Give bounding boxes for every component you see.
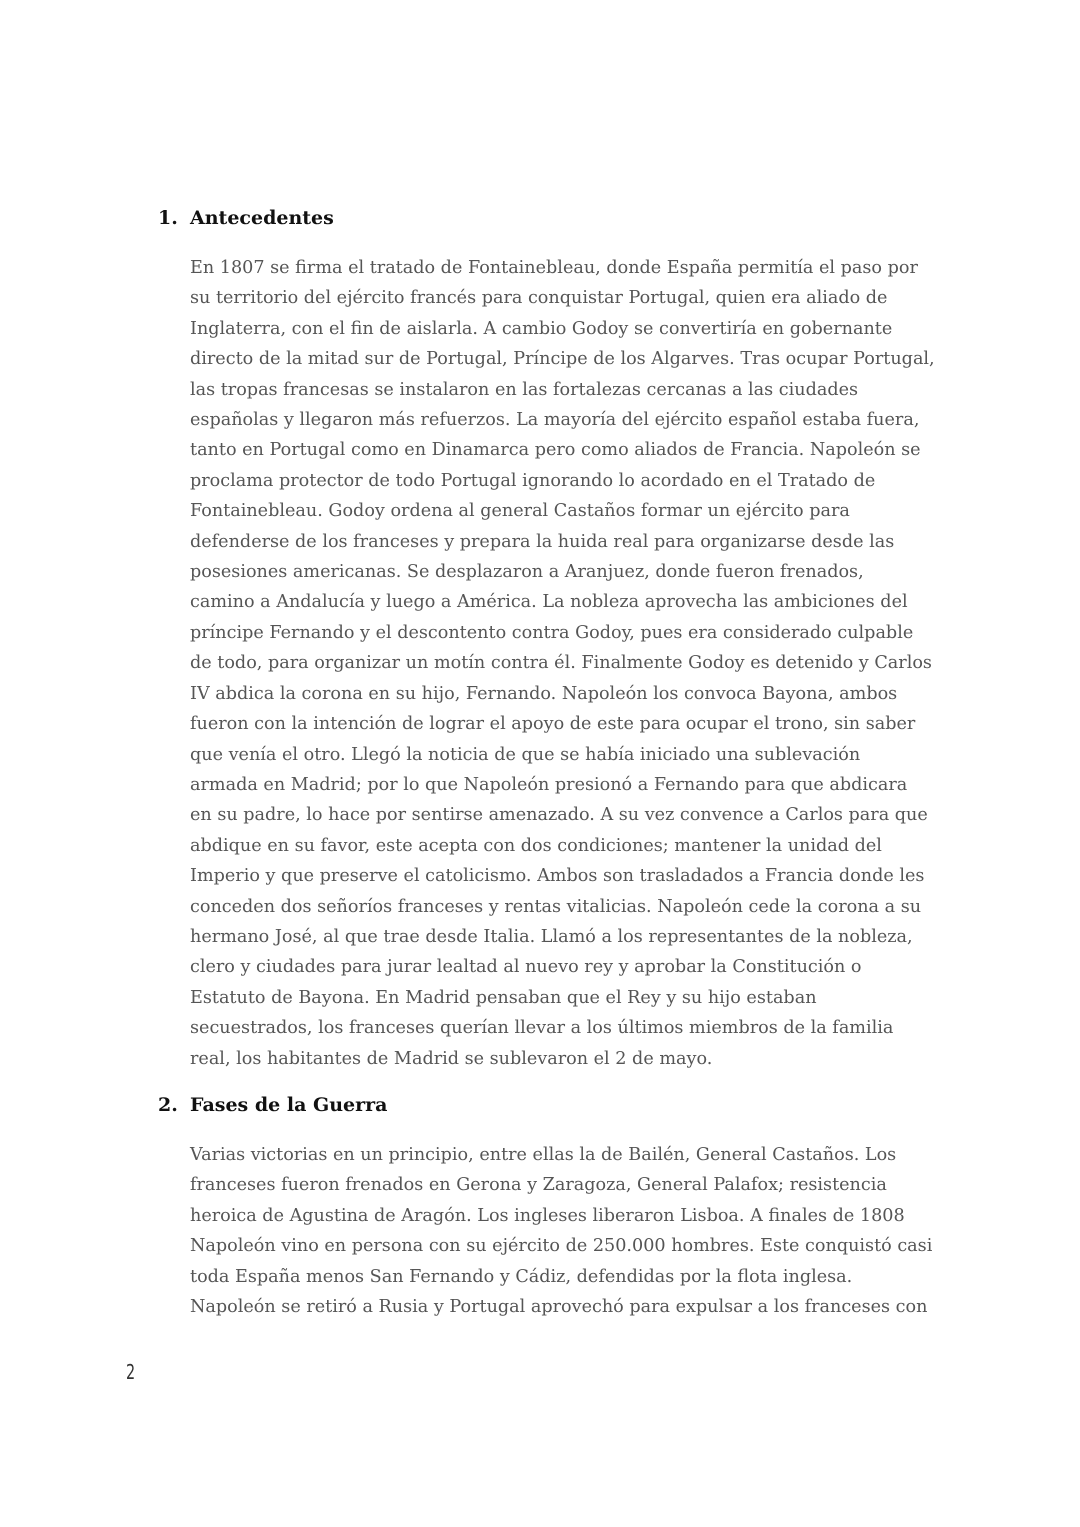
text-line: armada en Madrid; por lo que Napoleón presionó a Fernando para que abdicara <box>190 774 908 795</box>
section-title: Antecedentes <box>190 207 334 229</box>
text-line: españolas y llegaron más refuerzos. La mayoría del ejército español estaba fuera, <box>190 410 920 431</box>
text-line: hermano José, al que trae desde Italia. Llamó a los representantes de la nobleza, <box>190 926 913 947</box>
section-body-fases <box>190 1140 965 1322</box>
text-line: toda España menos San Fernando y Cádiz, defendidas por la flota inglesa. <box>190 1266 853 1287</box>
text-line: defenderse de los franceses y prepara la huida real para organizarse desde las <box>190 531 895 552</box>
text-line: IV abdica la corona en su hijo, Fernando. Napoleón los convoca Bayona, ambos <box>190 683 898 704</box>
section-title: Fases de la Guerra <box>190 1094 388 1116</box>
text-line: secuestrados, los franceses querían llevar a los últimos miembros de la familia <box>190 1018 894 1039</box>
text-line: camino a Andalucía y luego a América. La nobleza aprovecha las ambiciones del <box>190 592 908 613</box>
text-line: las tropas francesas se instalaron en las fortalezas cercanas a las ciudades <box>190 379 859 400</box>
text-line: Napoleón vino en persona con su ejército de 250.000 hombres. Este conquistó casi <box>190 1236 933 1257</box>
section-number: 1. <box>158 207 178 229</box>
text-line: fueron con la intención de lograr el apoyo de este para ocupar el trono, sin saber <box>190 714 916 735</box>
section-number: 2. <box>158 1094 178 1116</box>
text-line: Estatuto de Bayona. En Madrid pensaban que el Rey y su hijo estaban <box>190 987 817 1008</box>
text-line: Napoleón se retiró a Rusia y Portugal aprovechó para expulsar a los franceses con <box>190 1297 928 1318</box>
text-line: En 1807 se firma el tratado de Fontainebleau, donde España permitía el paso por <box>190 258 918 278</box>
section-body-antecedentes <box>190 253 965 1074</box>
text-line: heroica de Agustina de Aragón. Los ingleses liberaron Lisboa. A finales de 1808 <box>190 1205 905 1226</box>
text-line: de todo, para organizar un motín contra él. Finalmente Godoy es detenido y Carlos <box>190 653 932 674</box>
text-line: Varias victorias en un principio, entre ellas la de Bailén, General Castaños. Los <box>190 1145 897 1165</box>
text-line: su territorio del ejército francés para conquistar Portugal, quien era aliado de <box>190 288 888 309</box>
page-number: 2 <box>126 1360 136 1384</box>
text-line: en su padre, lo hace por sentirse amenazado. A su vez convence a Carlos para que <box>190 805 928 826</box>
text-line: proclama protector de todo Portugal ignorando lo acordado en el Tratado de <box>190 470 876 491</box>
text-line: clero y ciudades para jurar lealtad al nuevo rey y aprobar la Constitución o <box>190 957 862 978</box>
text-line: que venía el otro. Llegó la noticia de que se había iniciado una sublevación <box>190 744 861 765</box>
text-line: directo de la mitad sur de Portugal, Príncipe de los Algarves. Tras ocupar Portugal, <box>190 349 935 370</box>
text-line: posesiones americanas. Se desplazaron a Aranjuez, donde fueron frenados, <box>190 562 864 583</box>
text-line: Inglaterra, con el fin de aislarla. A cambio Godoy se convertiría en gobernante <box>190 318 893 339</box>
text-line: Fontainebleau. Godoy ordena al general Castaños formar un ejército para <box>190 501 850 522</box>
text-line: príncipe Fernando y el descontento contra Godoy, pues era considerado culpable <box>190 622 914 643</box>
text-line: conceden dos señoríos franceses y rentas vitalicias. Napoleón cede la corona a su <box>190 896 922 917</box>
section-heading-fases <box>158 1094 387 1116</box>
text-line: abdique en su favor, este acepta con dos condiciones; mantener la unidad del <box>190 835 882 856</box>
section-heading-antecedentes <box>158 207 334 229</box>
text-line: franceses fueron frenados en Gerona y Zaragoza, General Palafox; resistencia <box>190 1175 887 1196</box>
text-line: real, los habitantes de Madrid se sublevaron el 2 de mayo. <box>190 1048 713 1069</box>
text-line: tanto en Portugal como en Dinamarca pero como aliados de Francia. Napoleón se <box>190 440 921 461</box>
text-line: Imperio y que preserve el catolicismo. Ambos son trasladados a Francia donde les <box>190 866 925 887</box>
